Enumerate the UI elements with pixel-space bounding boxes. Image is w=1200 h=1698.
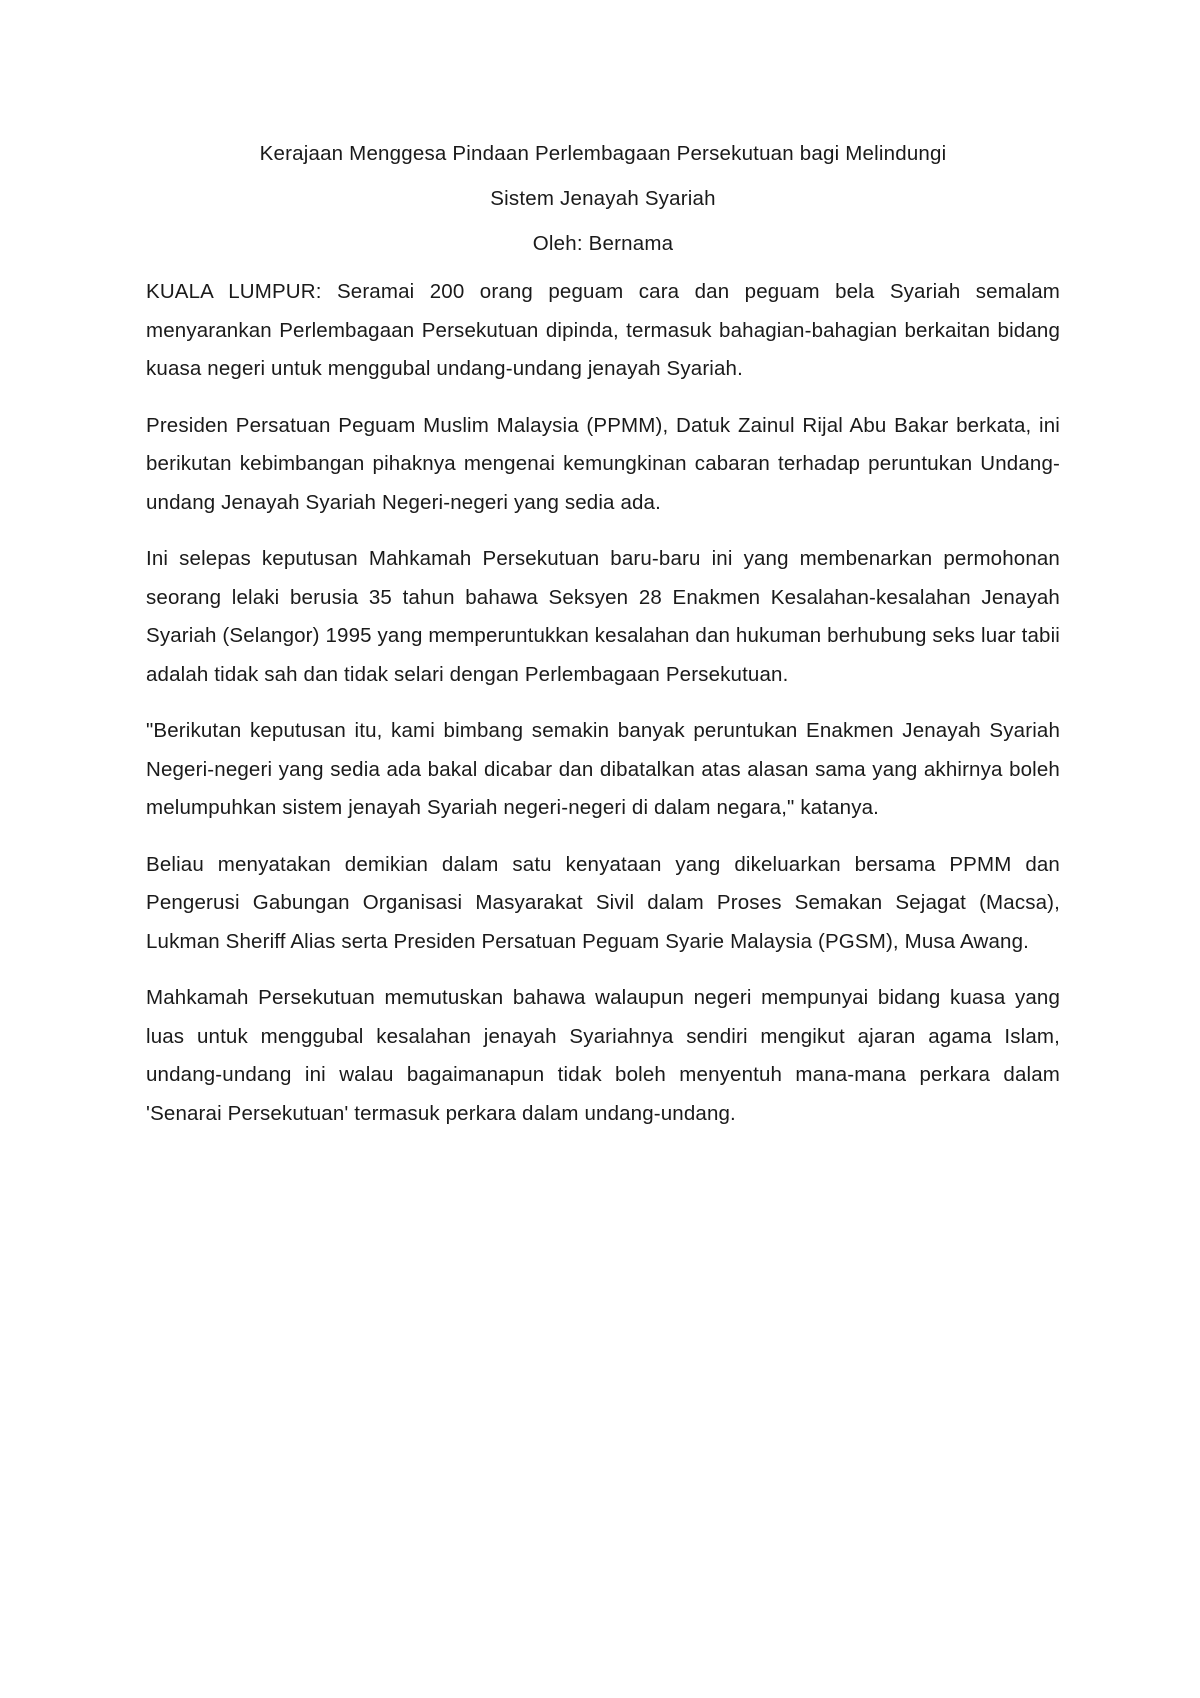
paragraph-4: "Berikutan keputusan itu, kami bimbang semakin banyak peruntukan Enakmen Jenayah Syariah Negeri-negeri yang sedia ada bakal dicabar dan dibatalkan atas alasan sama yang akhirnya boleh melumpuhkan sistem jenayah Syariah negeri-negeri di dalam negara," katanya. bbox=[146, 719, 1060, 819]
document-title-line-1: Kerajaan Menggesa Pindaan Perlembagaan Persekutuan bagi Melindungi bbox=[259, 142, 947, 165]
document-title-line-2: Sistem Jenayah Syariah bbox=[490, 187, 716, 210]
byline: Oleh: Bernama bbox=[532, 232, 674, 255]
paragraph-5: Beliau menyatakan demikian dalam satu kenyataan yang dikeluarkan bersama PPMM dan Pengerusi Gabungan Organisasi Masyarakat Sivil dalam Proses Semakan Sejagat (Macsa), Lukman Sheriff Alias serta Presiden Persatuan Peguam Syarie Malaysia (PGSM), Musa Awang. bbox=[146, 852, 1060, 953]
document-body bbox=[146, 140, 1060, 1151]
paragraph-3: Ini selepas keputusan Mahkamah Persekutuan baru-baru ini yang membenarkan permohonan seorang lelaki berusia 35 tahun bahawa Seksyen 28 Enakmen Kesalahan-kesalahan Jenayah Syariah (Selangor) 1995 yang memperuntukkan kesalahan dan hukuman berhubung seks luar tabii adalah tidak sah dan tidak selari dengan Perlembagaan Persekutuan. bbox=[146, 547, 1060, 686]
paragraph-1: KUALA LUMPUR: Seramai 200 orang peguam cara dan peguam bela Syariah semalam menyarankan Perlembagaan Persekutuan dipinda, termasuk bahagian-bahagian berkaitan bidang kuasa negeri untuk menggubal undang-undang jenayah Syariah. bbox=[146, 280, 1060, 380]
paragraph-6: Mahkamah Persekutuan memutuskan bahawa walaupun negeri mempunyai bidang kuasa yang luas untuk menggubal kesalahan jenayah Syariahnya sendiri mengikut ajaran agama Islam, undang-undang ini walau bagaimanapun tidak boleh menyentuh mana-mana perkara dalam 'Senarai Persekutuan' termasuk perkara dalam undang-undang. bbox=[146, 986, 1060, 1125]
paragraph-2: Presiden Persatuan Peguam Muslim Malaysia (PPMM), Datuk Zainul Rijal Abu Bakar berkata, ini berikutan kebimbangan pihaknya mengenai kemungkinan cabaran terhadap peruntukan Undang-undang Jenayah Syariah Negeri-negeri yang sedia ada. bbox=[146, 413, 1060, 514]
